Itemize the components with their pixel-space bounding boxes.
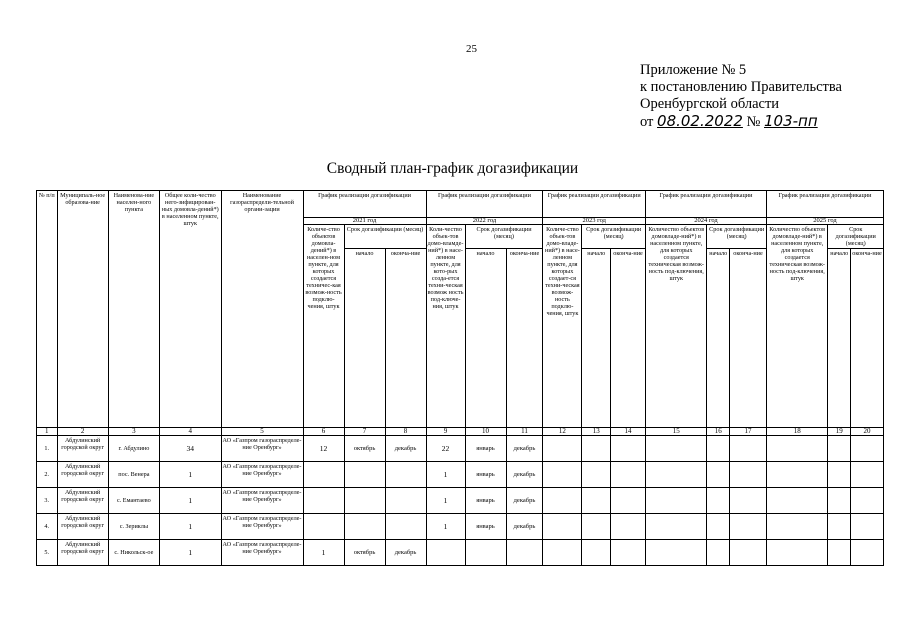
empty-cell: [611, 436, 646, 462]
header-term-2025: Срок догазификации (месяц): [828, 225, 884, 249]
column-numbers-row: [37, 428, 884, 436]
column-number: 2: [57, 428, 108, 436]
row-organization: АО «Газпром газораспределе-ние Оренбург»: [221, 462, 303, 488]
column-number: 17: [730, 428, 767, 436]
row-count-2022: [426, 540, 465, 566]
empty-cell: [851, 540, 884, 566]
row-total: 1: [160, 540, 222, 566]
empty-cell: [582, 462, 611, 488]
column-number: 19: [828, 428, 851, 436]
row-count-2022: 1: [426, 514, 465, 540]
empty-cell: [730, 462, 767, 488]
column-number: 11: [506, 428, 543, 436]
header-num: № п/п: [37, 191, 58, 428]
empty-cell: [645, 462, 707, 488]
row-start-2022: январь: [465, 488, 506, 514]
empty-cell: [611, 462, 646, 488]
empty-cell: [645, 488, 707, 514]
header-municipality: Муниципаль-ное образова-ние: [57, 191, 108, 428]
empty-cell: [766, 436, 828, 462]
column-number: 9: [426, 428, 465, 436]
header-count-2023: Количе-ство объек-тов домо-владе-ний*) в насе-ленном пункте, для которых создает-ся техни-ческая возмож-ность подклю-чения, штук: [543, 225, 582, 428]
handwritten-date: 08.02.2022: [657, 112, 743, 130]
handwritten-number: 103-пп: [764, 112, 818, 130]
empty-cell: [645, 540, 707, 566]
row-start-2021: [344, 514, 385, 540]
empty-cell: [582, 540, 611, 566]
row-number: 4.: [37, 514, 58, 540]
empty-cell: [611, 540, 646, 566]
table-row: [37, 488, 884, 514]
appendix-line-2: к постановлению Правительства: [640, 79, 842, 95]
row-municipality: Абдулинский городской округ: [57, 488, 108, 514]
appendix-line-3: Оренбургской области: [640, 96, 780, 112]
schedule-table: [36, 190, 884, 566]
row-end-2021: [385, 462, 426, 488]
column-number: 16: [707, 428, 730, 436]
table-row: [37, 540, 884, 566]
column-number: 13: [582, 428, 611, 436]
row-end-2021: [385, 488, 426, 514]
row-total: 1: [160, 462, 222, 488]
empty-cell: [543, 488, 582, 514]
column-number: 8: [385, 428, 426, 436]
row-start-2021: [344, 462, 385, 488]
column-number: 18: [766, 428, 828, 436]
year-2021: 2021 год: [303, 218, 426, 225]
year-2023: 2023 год: [543, 218, 646, 225]
row-settlement: с. Емантаево: [108, 488, 159, 514]
row-count-2021: [303, 488, 344, 514]
row-settlement: г. Абдулино: [108, 436, 159, 462]
empty-cell: [766, 540, 828, 566]
row-municipality: Абдулинский городской округ: [57, 514, 108, 540]
row-end-2021: [385, 514, 426, 540]
row-total: 1: [160, 488, 222, 514]
year-2025: 2025 год: [766, 218, 883, 225]
header-count-2021: Количе-ство объектов домовла-дений*) в населен-ном пункте, для которых создается техничес-кая возмож-ность подклю-чения, штук: [303, 225, 344, 428]
empty-cell: [543, 514, 582, 540]
empty-cell: [707, 514, 730, 540]
empty-cell: [582, 488, 611, 514]
empty-cell: [851, 436, 884, 462]
empty-cell: [730, 540, 767, 566]
column-number: 4: [160, 428, 222, 436]
empty-cell: [645, 436, 707, 462]
row-end-2021: декабрь: [385, 436, 426, 462]
row-settlement: пос. Венера: [108, 462, 159, 488]
row-start-2022: [465, 540, 506, 566]
row-start-2022: январь: [465, 462, 506, 488]
empty-cell: [543, 540, 582, 566]
empty-cell: [766, 514, 828, 540]
empty-cell: [766, 488, 828, 514]
row-number: 3.: [37, 488, 58, 514]
empty-cell: [828, 540, 851, 566]
column-number: 5: [221, 428, 303, 436]
column-number: 15: [645, 428, 707, 436]
header-schedule-2024: График реализации догазификации: [645, 191, 766, 218]
column-number: 3: [108, 428, 159, 436]
header-start-2021: начало: [344, 249, 385, 428]
empty-cell: [611, 514, 646, 540]
header-term-2021: Срок догазификации (месяц): [344, 225, 426, 249]
header-term-2023: Срок догазификации (месяц): [582, 225, 646, 249]
empty-cell: [707, 488, 730, 514]
row-settlement: с. Зериклы: [108, 514, 159, 540]
appendix-block: [640, 62, 842, 131]
row-municipality: Абдулинский городской округ: [57, 540, 108, 566]
header-term-2024: Срок догазификации (месяц): [707, 225, 766, 249]
empty-cell: [645, 514, 707, 540]
appendix-date-line: [640, 113, 842, 131]
row-total: 34: [160, 436, 222, 462]
column-number: 20: [851, 428, 884, 436]
header-term-2022: Срок догазификации (месяц): [465, 225, 543, 249]
header-start-2025: начало: [828, 249, 851, 428]
column-number: 14: [611, 428, 646, 436]
header-organization: Наименование газораспредели-тельной органи-зации: [221, 191, 303, 428]
empty-cell: [730, 436, 767, 462]
empty-cell: [543, 462, 582, 488]
year-2022: 2022 год: [426, 218, 543, 225]
header-schedule-2025: График реализации догазификации: [766, 191, 883, 218]
empty-cell: [828, 514, 851, 540]
table-body: [37, 436, 884, 566]
row-end-2022: декабрь: [506, 436, 543, 462]
header-end-2023: оконча-ние: [611, 249, 646, 428]
empty-cell: [828, 436, 851, 462]
header-count-2024: Количество объектов домовладе-ний*) в населенном пункте, для которых создается техническая возмож-ность под-ключения, штук: [645, 225, 707, 428]
row-organization: АО «Газпром газораспределе-ние Оренбург»: [221, 488, 303, 514]
row-count-2021: [303, 514, 344, 540]
row-count-2022: 1: [426, 462, 465, 488]
header-end-2025: оконча-ние: [851, 249, 884, 428]
header-end-2021: оконча-ние: [385, 249, 426, 428]
empty-cell: [851, 514, 884, 540]
row-end-2022: [506, 540, 543, 566]
table-row: [37, 436, 884, 462]
row-end-2022: декабрь: [506, 462, 543, 488]
column-number: 7: [344, 428, 385, 436]
row-organization: АО «Газпром газораспределе-ние Оренбург»: [221, 540, 303, 566]
year-2024: 2024 год: [645, 218, 766, 225]
row-settlement: с. Никольск-ое: [108, 540, 159, 566]
header-schedule-2021: График реализации догазификации: [303, 191, 426, 218]
number-label: №: [746, 114, 761, 130]
row-number: 1.: [37, 436, 58, 462]
row-start-2022: январь: [465, 514, 506, 540]
header-schedule-2023: График реализации догазификации: [543, 191, 646, 218]
row-count-2021: 12: [303, 436, 344, 462]
from-label: от: [640, 114, 654, 130]
row-organization: АО «Газпром газораспределе-ние Оренбург»: [221, 514, 303, 540]
column-number: 10: [465, 428, 506, 436]
page-number: 25: [466, 43, 477, 55]
header-schedule-2022: График реализации догазификации: [426, 191, 543, 218]
empty-cell: [828, 488, 851, 514]
empty-cell: [730, 514, 767, 540]
column-number: 1: [37, 428, 58, 436]
empty-cell: [851, 462, 884, 488]
row-count-2022: 1: [426, 488, 465, 514]
header-settlement: Наименова-ние населен-ного пункта: [108, 191, 159, 428]
header-end-2022: оконча-ние: [506, 249, 543, 428]
row-organization: АО «Газпром газораспределе-ние Оренбург»: [221, 436, 303, 462]
empty-cell: [851, 488, 884, 514]
table-row: [37, 514, 884, 540]
row-number: 2.: [37, 462, 58, 488]
row-number: 5.: [37, 540, 58, 566]
table-row: [37, 462, 884, 488]
header-count-2022: Коли-чество объек-тов домо-вламде-ний*) в насе-ленном пункте, для кото-рых созда-ется техни-ческая возмож ность под-ключе-ния, штук: [426, 225, 465, 428]
empty-cell: [707, 436, 730, 462]
empty-cell: [611, 488, 646, 514]
column-number: 6: [303, 428, 344, 436]
appendix-line-1: Приложение № 5: [640, 62, 747, 78]
row-start-2021: [344, 488, 385, 514]
row-start-2021: октябрь: [344, 436, 385, 462]
row-municipality: Абдулинский городской округ: [57, 462, 108, 488]
header-start-2023: начало: [582, 249, 611, 428]
row-end-2022: декабрь: [506, 514, 543, 540]
header-end-2024: оконча-ние: [730, 249, 767, 428]
empty-cell: [582, 436, 611, 462]
row-start-2021: октябрь: [344, 540, 385, 566]
document-title: Сводный план-график догазификации: [326, 160, 579, 177]
empty-cell: [543, 436, 582, 462]
empty-cell: [766, 462, 828, 488]
row-count-2022: 22: [426, 436, 465, 462]
row-end-2022: декабрь: [506, 488, 543, 514]
header-start-2024: начало: [707, 249, 730, 428]
empty-cell: [828, 462, 851, 488]
empty-cell: [707, 540, 730, 566]
row-start-2022: январь: [465, 436, 506, 462]
header-total: Общее коли-чество него-зифицирован-ных домовла-дений*) в населенном пункте, штук: [160, 191, 222, 428]
header-count-2025: Количество объектов домовладе-ний*) в населенном пункте, для которых создается техническая возмож-ность под-ключения, штук: [766, 225, 828, 428]
empty-cell: [730, 488, 767, 514]
header-start-2022: начало: [465, 249, 506, 428]
row-total: 1: [160, 514, 222, 540]
row-count-2021: [303, 462, 344, 488]
empty-cell: [707, 462, 730, 488]
column-number: 12: [543, 428, 582, 436]
empty-cell: [582, 514, 611, 540]
row-municipality: Абдулинский городской округ: [57, 436, 108, 462]
row-end-2021: декабрь: [385, 540, 426, 566]
row-count-2021: 1: [303, 540, 344, 566]
